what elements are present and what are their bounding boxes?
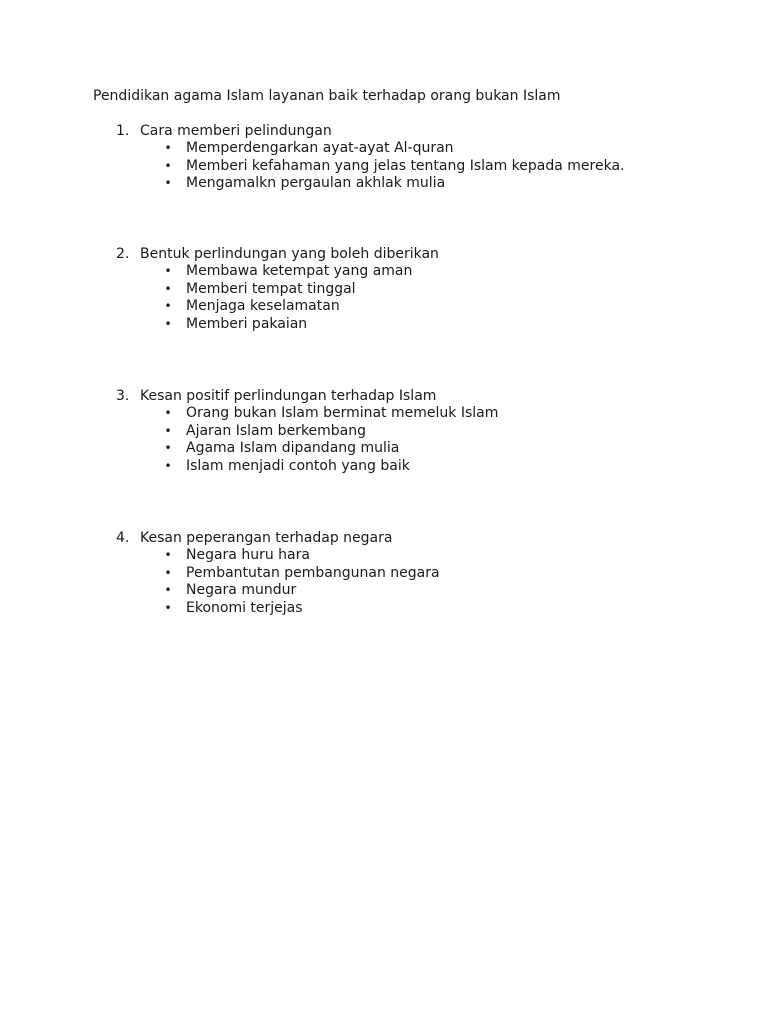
list-item [0,298,768,316]
list-item [0,140,768,158]
list-item-text: Memberi tempat tinggal [186,280,356,297]
section-title: Kesan peperangan terhadap negara [140,530,393,546]
document-title: Pendidikan agama Islam layanan baik terhadap orang bukan Islam [93,88,561,104]
bullet-icon: • [164,583,172,597]
list-item [0,281,768,299]
bullet-icon: • [164,423,172,438]
list-item-text: Mengamalkn pergaulan akhlak mulia [186,175,446,191]
list-item [0,565,768,583]
list-item-text: Pembantutan pembangunan negara [186,564,440,581]
list-section-4 [0,529,768,617]
section-title: Kesan positif perlindungan terhadap Islam [140,388,437,404]
bullet-icon: • [164,264,172,278]
list-item-text: Negara mundur [186,582,297,598]
list-item [0,440,768,458]
list-item [0,316,768,334]
list-item [0,600,768,618]
section-title: Bentuk perlindungan yang boleh diberikan [140,246,439,262]
list-item-text: Memberi kefahaman yang jelas tentang Islam kepada mereka. [186,157,625,174]
bullet-icon: • [164,281,172,296]
bullet-icon: • [164,299,172,313]
list-section-2 [0,245,768,333]
bullet-icon: • [164,565,172,580]
list-item [0,405,768,423]
list-item-text: Islam menjadi contoh yang baik [186,457,410,474]
list-item [0,175,768,193]
list-item [0,582,768,600]
list-item-text: Ekonomi terjejas [186,599,303,616]
bullet-icon: • [164,176,172,190]
section-number: 3. [116,388,130,404]
section-number: 2. [116,246,130,262]
bullet-icon: • [164,406,172,420]
list-item-text: Orang bukan Islam berminat memeluk Islam [186,405,499,421]
list-item [0,458,768,476]
bullet-icon: • [164,548,172,562]
section-heading [0,245,768,263]
section-number: 4. [116,530,130,546]
list-item-text: Menjaga keselamatan [186,298,340,314]
list-item [0,547,768,565]
bullet-icon: • [164,441,172,455]
list-item-text: Memperdengarkan ayat-ayat Al-quran [186,140,454,156]
list-item-text: Agama Islam dipandang mulia [186,440,400,456]
bullet-icon: • [164,316,172,331]
bullet-icon: • [164,158,172,173]
list-section-3 [0,387,768,475]
bullet-icon: • [164,141,172,155]
list-item [0,158,768,176]
section-heading [0,387,768,405]
list-item-text: Memberi pakaian [186,315,308,332]
section-heading [0,529,768,547]
list-item-text: Membawa ketempat yang aman [186,263,413,279]
bullet-icon: • [164,458,172,473]
bullet-icon: • [164,600,172,615]
list-section-1 [0,122,768,193]
list-item [0,423,768,441]
list-item-text: Ajaran Islam berkembang [186,422,367,439]
list-item-text: Negara huru hara [186,547,310,563]
section-heading [0,122,768,140]
list-item [0,263,768,281]
section-number: 1. [116,123,130,139]
section-title: Cara memberi pelindungan [140,123,332,139]
